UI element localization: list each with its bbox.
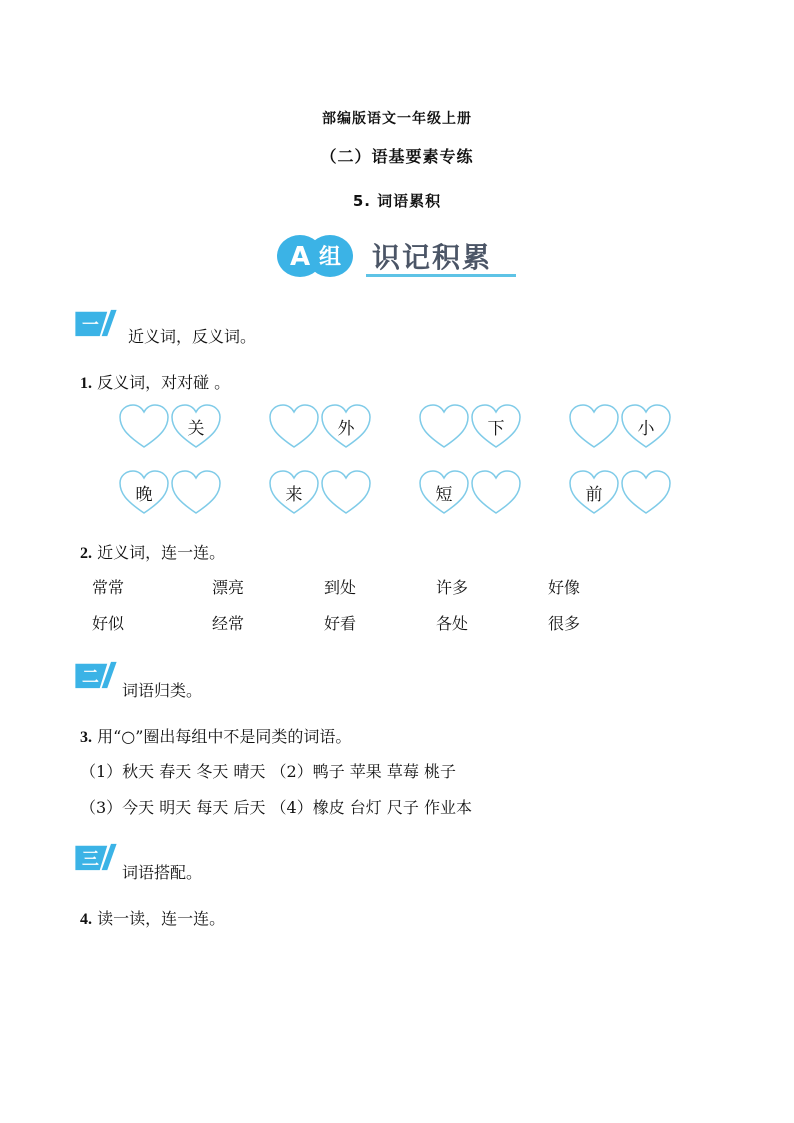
heart-char: 关 [187,419,205,439]
synonym-word[interactable]: 到处 [324,578,357,597]
heart-char: 短 [435,485,453,505]
question-3-text: 用“○”圈出每组中不是同类的词语。 [97,727,352,746]
question-3-number: 3. [80,729,92,746]
heart-pair [568,402,676,450]
question-4 [80,906,225,929]
heart-answer-blank[interactable] [184,480,208,502]
synonym-word[interactable]: 漂亮 [212,578,245,597]
question-2-text: 近义词，连一连。 [97,543,226,562]
heart-pair [418,468,526,516]
section-number-icon [72,308,120,338]
synonym-word[interactable]: 许多 [436,578,469,597]
heart-answer-blank[interactable] [282,414,306,436]
heart-pair [418,402,526,450]
heart-char: 晚 [135,485,153,505]
heart-char: 前 [585,485,603,505]
section-1-header [72,308,120,342]
book-title: 部编版语文一年级上册 [322,111,472,127]
heart-answer-blank[interactable] [582,414,606,436]
group-underline [366,274,516,277]
section-3-label: 词语搭配。 [122,863,203,882]
heart-pair [568,468,676,516]
unit-title: （二）语基要素专练 [320,147,474,166]
heart-answer-blank[interactable] [484,480,508,502]
synonym-word[interactable]: 很多 [548,614,581,633]
section-1-number: 一 [81,314,99,335]
heart-pair [268,468,376,516]
heart-char: 小 [637,419,655,439]
heart-answer-blank[interactable] [634,480,658,502]
group-badge [276,234,522,278]
section-3-header [72,842,120,876]
group-bubble-icon [276,234,354,278]
heart-pair [268,402,376,450]
question-3 [80,724,351,747]
heart-pair [118,468,226,516]
heart-answer-blank[interactable] [132,414,156,436]
heart-char: 来 [285,485,303,505]
heart-char: 外 [337,419,355,439]
synonym-word[interactable]: 经常 [212,614,245,633]
section-number-icon [72,660,120,690]
heart-char: 下 [487,419,505,439]
lesson-title: 5. 词语累积 [352,192,442,210]
section-2-label: 词语归类。 [122,681,203,700]
classify-line-2[interactable]: （3）今天 明天 每天 后天 （4）橡皮 台灯 尺子 作业本 [80,798,472,817]
section-2-header [72,660,120,694]
heart-answer-blank[interactable] [432,414,456,436]
heart-answer-blank[interactable] [334,480,358,502]
section-3-number: 三 [81,848,99,869]
synonym-word[interactable]: 常常 [92,578,125,597]
synonym-word[interactable]: 各处 [436,614,469,633]
question-1 [80,370,230,393]
question-1-text: 反义词，对对碰 。 [97,373,231,392]
question-4-number: 4. [80,911,92,928]
question-2 [80,540,225,563]
section-1-label: 近义词，反义词。 [128,327,257,346]
group-letter: A [289,242,311,272]
group-char: 组 [318,245,342,270]
classify-line-1[interactable]: （1）秋天 春天 冬天 晴天 （2）鸭子 苹果 草莓 桃子 [80,762,456,781]
synonym-word[interactable]: 好似 [92,614,125,633]
group-title: 识记积累 [372,241,493,274]
synonym-word[interactable]: 好像 [548,578,581,597]
question-4-text: 读一读，连一连。 [97,909,226,928]
section-2-number: 二 [81,666,99,687]
question-1-number: 1. [80,375,92,392]
section-number-icon [72,842,120,872]
question-2-number: 2. [80,545,92,562]
heart-pair [118,402,226,450]
synonym-word[interactable]: 好看 [324,614,357,633]
